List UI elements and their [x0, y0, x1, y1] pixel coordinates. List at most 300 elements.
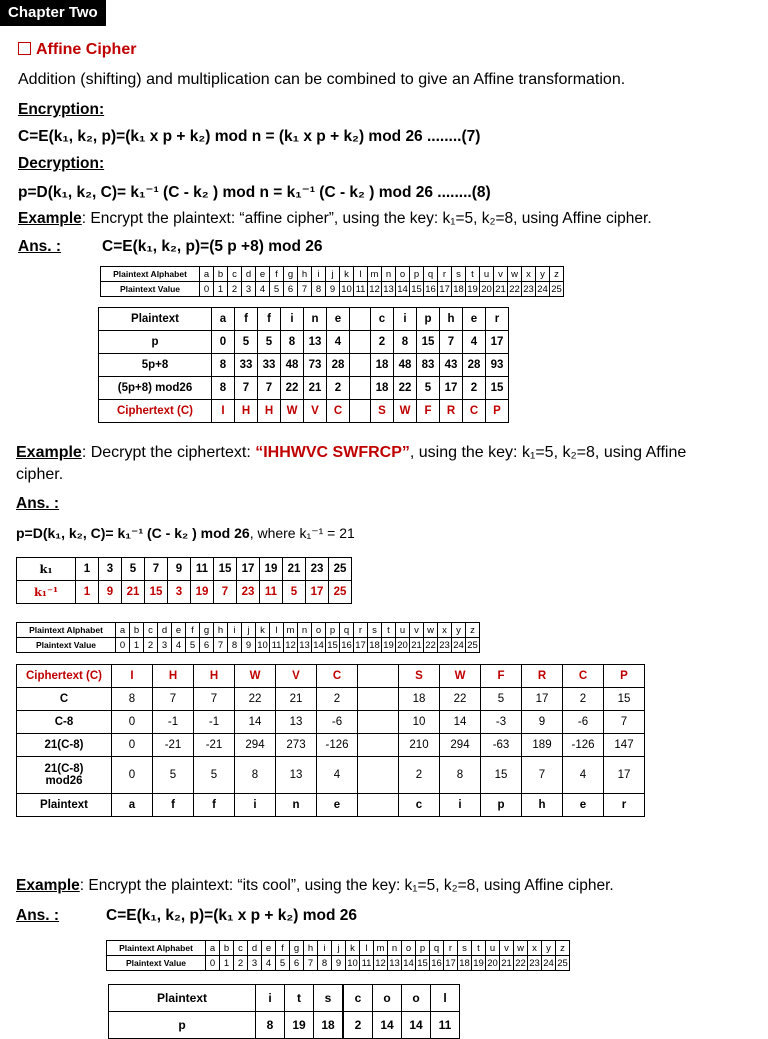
table-cell: 5: [153, 757, 194, 794]
table-cell: i: [235, 794, 276, 817]
table-cell: 11: [431, 1012, 460, 1039]
table-cell: -1: [194, 711, 235, 734]
alphabet-letter-cell: a: [200, 267, 214, 282]
table-cell: 21: [304, 377, 327, 400]
table-cell: 2: [463, 377, 486, 400]
table-cell: 18: [371, 377, 394, 400]
alphabet-letter-cell: k: [340, 267, 354, 282]
alphabet-value-cell: 8: [312, 282, 326, 297]
table-cell: r: [486, 308, 509, 331]
space-cell: [350, 331, 371, 354]
table-cell: V: [304, 400, 327, 423]
alphabet-value-cell: 9: [332, 956, 346, 971]
table-cell: H: [194, 665, 235, 688]
row-label: Plaintext: [17, 794, 112, 817]
table-row: [17, 734, 645, 757]
table-cell: 2: [563, 688, 604, 711]
example2-ciphertext: “IHHWVC SWFRCP”: [255, 444, 410, 461]
table-cell: -6: [563, 711, 604, 734]
space-cell: [358, 688, 399, 711]
alphabet-value-cell: 22: [509, 283, 520, 295]
table-cell: 15: [481, 757, 522, 794]
alphabet-value-cell: 9: [242, 638, 256, 653]
alphabet-value-cell: 10: [347, 957, 358, 969]
alphabet-value-cell: 6: [284, 282, 298, 297]
table-cell: p: [417, 308, 440, 331]
alphabet-value-cell: 5: [276, 956, 290, 971]
table-cell: 8: [235, 757, 276, 794]
table-row: [99, 331, 509, 354]
k-inverse-value-cell: 1: [76, 581, 99, 604]
alphabet-value-cell: 21: [495, 283, 506, 295]
row-label: 5p+8: [99, 354, 212, 377]
table-cell: C: [327, 400, 350, 423]
table-cell: 294: [235, 734, 276, 757]
alphabet-letter-cell: n: [298, 623, 312, 638]
table-cell: 2: [317, 688, 358, 711]
table-cell: 2: [344, 1012, 373, 1039]
table-cell: 2: [327, 377, 350, 400]
alphabet-value-cell: 16: [425, 283, 436, 295]
alphabet-letter-cell: i: [318, 941, 332, 956]
alphabet-value-cell: 25: [551, 283, 562, 295]
section-title: Affine Cipher: [36, 41, 137, 58]
example2-body-pre: : Decrypt the ciphertext:: [81, 444, 256, 461]
table-cell: -63: [481, 734, 522, 757]
k-inverse-label: k₁⁻¹: [17, 581, 76, 604]
k-inverse-value-cell: 3: [168, 581, 191, 604]
table-cell: H: [258, 400, 281, 423]
table-cell: p: [481, 794, 522, 817]
decryption-table: [16, 664, 645, 817]
example2-text: [16, 444, 686, 462]
alphabet-value-cell: 21: [411, 639, 422, 651]
k-inverse-value-cell: 11: [260, 581, 283, 604]
alphabet-letter-cell: b: [130, 623, 144, 638]
table-cell: i: [256, 985, 285, 1012]
alphabet-letter-cell: z: [550, 267, 564, 282]
alphabet-letter-cell: n: [388, 941, 402, 956]
alphabet-letter-cell: g: [290, 941, 304, 956]
table-cell: 13: [276, 757, 317, 794]
alphabet-letter-cell: d: [158, 623, 172, 638]
alphabet-value-cell: 15: [417, 957, 428, 969]
table-cell: W: [281, 400, 304, 423]
table-cell: H: [153, 665, 194, 688]
alphabet-value-cell: 12: [369, 283, 380, 295]
alphabet-letter-cell: q: [340, 623, 354, 638]
k-value-cell: 23: [306, 558, 329, 581]
row-label: C: [17, 688, 112, 711]
example1-ans-label: Ans. :: [18, 238, 62, 255]
k-inverse-value-cell: 19: [191, 581, 214, 604]
alphabet-letter-cell: m: [284, 623, 298, 638]
alphabet-letter-cell: k: [346, 941, 360, 956]
alphabet-value-cell: 1: [220, 956, 234, 971]
alphabet-letter-cell: s: [458, 941, 472, 956]
decryption-label: Decryption:: [18, 155, 105, 172]
example1-text: [18, 210, 652, 228]
k-inverse-value-cell: 9: [99, 581, 122, 604]
alphabet-letters-row: [101, 267, 564, 282]
alphabet-value-cell: 7: [214, 638, 228, 653]
alphabet-letter-cell: g: [200, 623, 214, 638]
alphabet-row-label: Plaintext Value: [101, 282, 200, 297]
alphabet-letter-cell: e: [256, 267, 270, 282]
alphabet-value-cell: 17: [445, 957, 456, 969]
alphabet-value-cell: 15: [327, 639, 338, 651]
alphabet-letter-cell: t: [466, 267, 480, 282]
alphabet-letter-cell: h: [214, 623, 228, 638]
table-row: [17, 665, 645, 688]
alphabet-letter-cell: a: [206, 941, 220, 956]
table-cell: a: [212, 308, 235, 331]
table-cell: 0: [112, 711, 153, 734]
space-cell: [350, 308, 371, 331]
alphabet-value-cell: 24: [543, 957, 554, 969]
row-label: Plaintext: [99, 308, 212, 331]
table-cell: 273: [276, 734, 317, 757]
table-cell: 8: [212, 377, 235, 400]
alphabet-letter-cell: x: [438, 623, 452, 638]
table-cell: 18: [399, 688, 440, 711]
table-cell: 7: [604, 711, 645, 734]
row-label: C-8: [17, 711, 112, 734]
alphabet-value-cell: 4: [256, 282, 270, 297]
table-cell: s: [314, 985, 343, 1012]
alphabet-letter-cell: y: [536, 267, 550, 282]
example1-ans-formula: C=E(k₁, k₂, p)=(5 p +8) mod 26: [102, 238, 323, 255]
alphabet-value-cell: 19: [473, 957, 484, 969]
k-value-cell: 15: [214, 558, 237, 581]
table-cell: 8: [256, 1012, 285, 1039]
example3-text: [16, 877, 614, 895]
table-cell: -126: [317, 734, 358, 757]
alphabet-letter-cell: p: [416, 941, 430, 956]
alphabet-value-cell: 18: [453, 283, 464, 295]
alphabet-letter-cell: u: [486, 941, 500, 956]
table-cell: h: [522, 794, 563, 817]
k-inverse-row: [17, 581, 352, 604]
table-cell: 18: [314, 1012, 343, 1039]
table-cell: -3: [481, 711, 522, 734]
table-cell: 22: [281, 377, 304, 400]
alphabet-table-3: [106, 940, 570, 971]
k-inverse-value-cell: 21: [122, 581, 145, 604]
encryption-table-2: [108, 984, 460, 1039]
table-cell: 13: [304, 331, 327, 354]
alphabet-letter-cell: u: [396, 623, 410, 638]
alphabet-letter-cell: w: [508, 267, 522, 282]
alphabet-letter-cell: g: [284, 267, 298, 282]
table-cell: 5: [235, 331, 258, 354]
table-cell: R: [440, 400, 463, 423]
checkbox-icon: [18, 42, 31, 55]
k-inverse-table: [16, 557, 352, 604]
alphabet-letter-cell: s: [452, 267, 466, 282]
table-cell: 7: [440, 331, 463, 354]
alphabet-letter-cell: o: [312, 623, 326, 638]
k-value-cell: 1: [76, 558, 99, 581]
table-cell: 33: [258, 354, 281, 377]
alphabet-row-label: Plaintext Alphabet: [107, 941, 206, 956]
alphabet-values-row: [17, 638, 480, 653]
table-cell: 22: [440, 688, 481, 711]
table-cell: 8: [212, 354, 235, 377]
alphabet-value-cell: 7: [304, 956, 318, 971]
table-cell: R: [522, 665, 563, 688]
example3-body: : Encrypt the plaintext: “its cool”, using the key: k₁=5, k₂=8, using Affine cipher.: [79, 877, 614, 894]
alphabet-letter-cell: f: [270, 267, 284, 282]
table-row: [17, 757, 645, 794]
alphabet-row-label: Plaintext Value: [17, 638, 116, 653]
space-cell: [350, 354, 371, 377]
alphabet-letter-cell: u: [480, 267, 494, 282]
example2-formula-line: [16, 525, 355, 542]
alphabet-letters-row: [17, 623, 480, 638]
table-cell: 28: [463, 354, 486, 377]
table-cell: 189: [522, 734, 563, 757]
example2-ans-label: Ans. :: [16, 495, 60, 512]
alphabet-letter-cell: j: [242, 623, 256, 638]
alphabet-letter-cell: v: [494, 267, 508, 282]
table-cell: 48: [281, 354, 304, 377]
alphabet-letter-cell: h: [298, 267, 312, 282]
table-cell: -1: [153, 711, 194, 734]
alphabet-letter-cell: d: [242, 267, 256, 282]
alphabet-value-cell: 11: [360, 956, 374, 971]
table-cell: e: [327, 308, 350, 331]
table-row: [17, 794, 645, 817]
alphabet-value-cell: 5: [186, 638, 200, 653]
table-cell: P: [604, 665, 645, 688]
row-label: (5p+8) mod26: [99, 377, 212, 400]
table-cell: 7: [522, 757, 563, 794]
alphabet-table-2: [16, 622, 480, 653]
table-cell: 17: [440, 377, 463, 400]
table-cell: c: [371, 308, 394, 331]
row-label: p: [99, 331, 212, 354]
table-cell: 7: [258, 377, 281, 400]
alphabet-value-cell: 19: [383, 639, 394, 651]
k-value-cell: 11: [191, 558, 214, 581]
k-value-cell: 3: [99, 558, 122, 581]
k-value-cell: 19: [260, 558, 283, 581]
k-inverse-value-cell: 25: [329, 581, 352, 604]
alphabet-value-cell: 12: [375, 957, 386, 969]
table-cell: 83: [417, 354, 440, 377]
table-cell: P: [486, 400, 509, 423]
table-cell: f: [235, 308, 258, 331]
k-inverse-value-cell: 23: [237, 581, 260, 604]
alphabet-letter-cell: c: [234, 941, 248, 956]
alphabet-value-cell: 14: [403, 957, 414, 969]
alphabet-value-cell: 6: [200, 638, 214, 653]
table-cell: 14: [373, 1012, 402, 1039]
alphabet-value-cell: 3: [158, 638, 172, 653]
table-cell: 14: [235, 711, 276, 734]
table-cell: C: [463, 400, 486, 423]
space-cell: [358, 794, 399, 817]
alphabet-letter-cell: m: [368, 267, 382, 282]
table-cell: 210: [399, 734, 440, 757]
table-cell: n: [304, 308, 327, 331]
table-cell: a: [112, 794, 153, 817]
alphabet-value-cell: 13: [383, 283, 394, 295]
table-cell: 8: [281, 331, 304, 354]
alphabet-letter-cell: b: [220, 941, 234, 956]
alphabet-letter-cell: x: [522, 267, 536, 282]
table-cell: r: [604, 794, 645, 817]
table-cell: S: [371, 400, 394, 423]
table-cell: c: [344, 985, 373, 1012]
table-cell: e: [463, 308, 486, 331]
alphabet-letter-cell: l: [270, 623, 284, 638]
decryption-formula: p=D(k₁, k₂, C)= k₁⁻¹ (C - k₂ ) mod n = k₁⁻¹ (C - k₂ ) mod 26 ........(8): [18, 184, 491, 201]
table-cell: 19: [285, 1012, 314, 1039]
alphabet-value-cell: 8: [318, 956, 332, 971]
alphabet-value-cell: 10: [341, 283, 352, 295]
alphabet-value-cell: 9: [326, 282, 340, 297]
space-cell: [350, 377, 371, 400]
alphabet-letter-cell: f: [276, 941, 290, 956]
alphabet-letter-cell: y: [452, 623, 466, 638]
space-cell: [358, 734, 399, 757]
k-inverse-value-cell: 15: [145, 581, 168, 604]
table-cell: W: [440, 665, 481, 688]
alphabet-value-cell: 24: [453, 639, 464, 651]
alphabet-value-cell: 16: [341, 639, 352, 651]
alphabet-value-cell: 19: [467, 283, 478, 295]
table-cell: 147: [604, 734, 645, 757]
alphabet-letter-cell: v: [500, 941, 514, 956]
example2-label: Example: [16, 444, 82, 461]
alphabet-value-cell: 0: [200, 282, 214, 297]
table-row: [17, 711, 645, 734]
alphabet-value-cell: 20: [487, 957, 498, 969]
table-cell: i: [281, 308, 304, 331]
alphabet-value-cell: 17: [355, 639, 366, 651]
table-cell: 5: [481, 688, 522, 711]
alphabet-letter-cell: w: [514, 941, 528, 956]
table-cell: W: [394, 400, 417, 423]
table-cell: 0: [112, 734, 153, 757]
table-cell: 8: [394, 331, 417, 354]
table-row: [99, 308, 509, 331]
space-cell: [358, 665, 399, 688]
alphabet-letter-cell: k: [256, 623, 270, 638]
alphabet-letter-cell: z: [466, 623, 480, 638]
table-cell: i: [394, 308, 417, 331]
table-cell: e: [563, 794, 604, 817]
alphabet-value-cell: 6: [290, 956, 304, 971]
table-cell: 15: [417, 331, 440, 354]
alphabet-letter-cell: l: [360, 941, 374, 956]
table-cell: 13: [276, 711, 317, 734]
table-cell: o: [373, 985, 402, 1012]
example2-body-post: , using the key: k₁=5, k₂=8, using Affine: [409, 444, 687, 461]
table-cell: 4: [317, 757, 358, 794]
alphabet-letter-cell: c: [144, 623, 158, 638]
k-inverse-value-cell: 7: [214, 581, 237, 604]
alphabet-value-cell: 3: [242, 282, 256, 297]
table-cell: -21: [153, 734, 194, 757]
alphabet-value-cell: 5: [270, 282, 284, 297]
table-cell: 294: [440, 734, 481, 757]
alphabet-letter-cell: o: [396, 267, 410, 282]
table-cell: S: [399, 665, 440, 688]
table-cell: 22: [394, 377, 417, 400]
k-inverse-value-cell: 17: [306, 581, 329, 604]
space-cell: [358, 757, 399, 794]
alphabet-value-cell: 4: [262, 956, 276, 971]
table-cell: 4: [327, 331, 350, 354]
alphabet-letter-cell: f: [186, 623, 200, 638]
example3-ans-formula: C=E(k₁, k₂, p)=(k₁ x p + k₂) mod 26: [106, 907, 357, 924]
alphabet-value-cell: 1: [130, 638, 144, 653]
table-cell: h: [440, 308, 463, 331]
alphabet-value-cell: 18: [369, 639, 380, 651]
alphabet-value-cell: 23: [523, 283, 534, 295]
table-cell: 48: [394, 354, 417, 377]
alphabet-letter-cell: z: [556, 941, 570, 956]
example1-body: : Encrypt the plaintext: “affine cipher”, using the key: k₁=5, k₂=8, using Affine cipher.: [81, 210, 652, 227]
table-cell: F: [417, 400, 440, 423]
table-cell: 4: [463, 331, 486, 354]
k-value-cell: 21: [283, 558, 306, 581]
table-cell: 22: [235, 688, 276, 711]
alphabet-letter-cell: d: [248, 941, 262, 956]
table-cell: 33: [235, 354, 258, 377]
alphabet-letter-cell: i: [312, 267, 326, 282]
example3-ans-label: Ans. :: [16, 907, 60, 924]
alphabet-row-label: Plaintext Alphabet: [101, 267, 200, 282]
alphabet-letter-cell: i: [228, 623, 242, 638]
table-cell: f: [258, 308, 281, 331]
alphabet-letter-cell: q: [424, 267, 438, 282]
table-row: [17, 688, 645, 711]
table-cell: 7: [153, 688, 194, 711]
table-cell: n: [276, 794, 317, 817]
k-value-cell: 5: [122, 558, 145, 581]
alphabet-letter-cell: r: [354, 623, 368, 638]
k-inverse-value-cell: 5: [283, 581, 306, 604]
alphabet-letter-cell: t: [382, 623, 396, 638]
row-label: Ciphertext (C): [17, 665, 112, 688]
table-cell: f: [153, 794, 194, 817]
alphabet-value-cell: 25: [557, 957, 568, 969]
example2-line2: cipher.: [16, 466, 64, 483]
alphabet-value-cell: 11: [354, 282, 368, 297]
row-label: 21(C-8): [17, 734, 112, 757]
alphabet-value-cell: 2: [144, 638, 158, 653]
alphabet-letter-cell: o: [402, 941, 416, 956]
alphabet-value-cell: 4: [172, 638, 186, 653]
table-cell: 8: [112, 688, 153, 711]
row-label: p: [109, 1012, 256, 1039]
intro-text: Addition (shifting) and multiplication can be combined to give an Affine transformation.: [18, 71, 626, 88]
alphabet-letter-cell: p: [326, 623, 340, 638]
alphabet-letter-cell: w: [424, 623, 438, 638]
alphabet-values-row: [107, 956, 570, 971]
table-cell: 43: [440, 354, 463, 377]
alphabet-value-cell: 2: [234, 956, 248, 971]
alphabet-letter-cell: m: [374, 941, 388, 956]
encryption-label: Encryption:: [18, 101, 105, 118]
table-cell: W: [235, 665, 276, 688]
table-cell: 14: [402, 1012, 431, 1039]
alphabet-value-cell: 22: [515, 957, 526, 969]
